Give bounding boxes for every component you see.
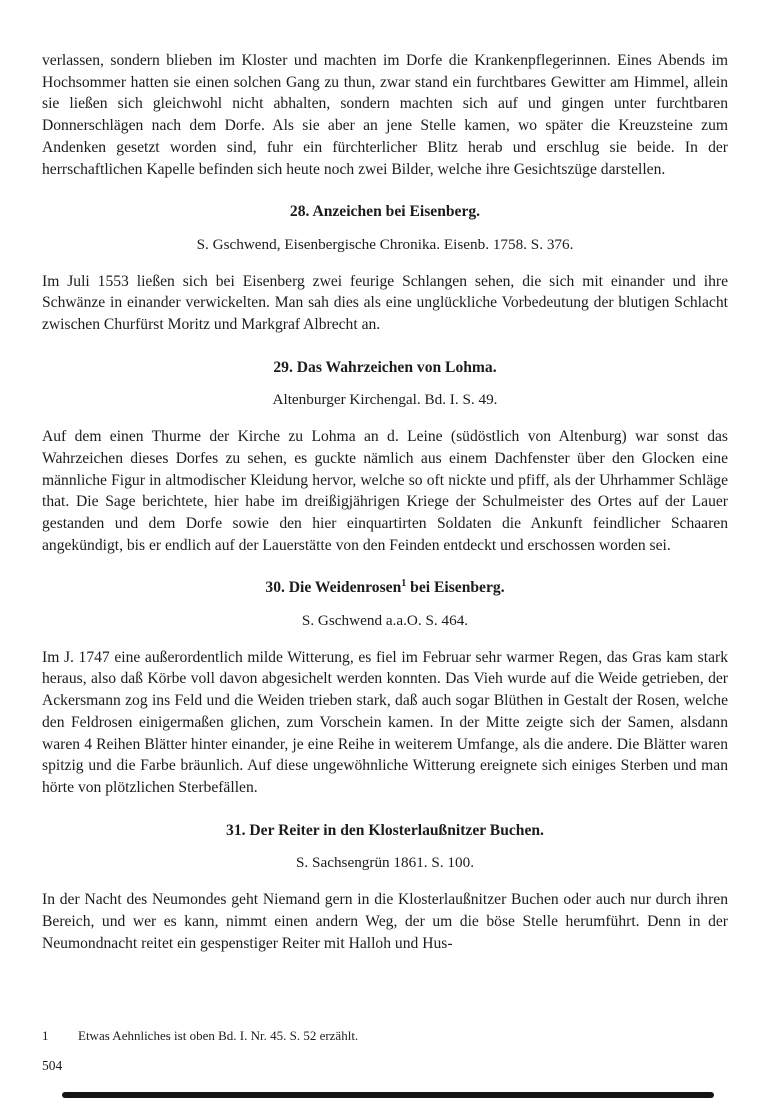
section-heading-text: 30. Die Weidenrosen bbox=[265, 579, 402, 597]
footnote-reference: 1 bbox=[401, 578, 407, 590]
section-source-28: S. Gschwend, Eisenbergische Chronika. Eisenb. 1758. S. 376. bbox=[196, 235, 574, 253]
section-heading-28 bbox=[42, 201, 728, 223]
section-body-31: In der Nacht des Neumondes geht Niemand gern in die Klosterlaußnitzer Buchen oder auch nur durch ihren Bereich, und wer es kann, nimmt einen andern Weg, der um die böse Stelle herumführt. Denn in der Neumondnacht reitet ein gespenstiger Reiter mit Halloh und Hus- bbox=[42, 891, 728, 952]
section-heading-text-post: bei Eisenberg. bbox=[406, 579, 505, 597]
section-source-29: Altenburger Kirchengal. Bd. I. S. 49. bbox=[272, 391, 498, 409]
page-number: 504 bbox=[42, 1058, 63, 1073]
section-source-31: S. Sachsengrün 1861. S. 100. bbox=[295, 854, 475, 872]
section-source-30: S. Gschwend a.a.O. S. 464. bbox=[301, 612, 469, 630]
footnote bbox=[42, 1027, 728, 1044]
section-body-30: Im J. 1747 eine außerordentlich milde Witterung, es fiel im Februar sehr warmer Regen, das Gras kam stark heraus, also daß Körbe voll davon abgesichelt werden konnten. Das Vieh wurde auf die Weide getrieben, der Ackersmann zog ins Feld und die Weiden trieben stark, daß auch sogar Blüthen in Gestalt der Rosen, welche den Feldrosen einigermaßen glichen, zum Vorschein kamen. In der Mitte zeigte sich der Samen, alsdann waren 4 Reihen Blätter hinter einander, je eine Reihe in weiterem Umfange, als die andere. Die Blätter waren spitzig und die Farbe bräunlich. Auf diese ungewöhnliche Witterung ereignete sich einiges Sterben und man hörte von plötzlichen Sterbefällen. bbox=[42, 648, 728, 796]
section-heading-29 bbox=[42, 357, 728, 379]
continued-paragraph: verlassen, sondern blieben im Kloster und machten im Dorfe die Krankenpflegerinnen. Eines Abends im Hochsommer hatten sie einen solchen Gang zu thun, zwar stand ein furchtbares Gewitter am Himmel, allein sie ließen sich gleichwohl nicht abhalten, sondern machten sich auf und gingen unter furchtbaren Donnerschlägen nach dem Dorfe. Als sie aber an jene Stelle kamen, wo später die Kreuzsteine zum Andenken gesetzt worden sind, fuhr ein fürchterlicher Blitz herab und erschlug sie beide. In der herrschaftlichen Kapelle befinden sich heute noch zwei Bilder, welche ihre Gesichtszüge darstellen. bbox=[42, 52, 728, 178]
section-heading-text: 28. Anzeichen bei Eisenberg. bbox=[289, 203, 481, 221]
section-heading-text: 29. Das Wahrzeichen von Lohma. bbox=[273, 358, 497, 376]
footnote-marker: 1 bbox=[42, 1028, 49, 1043]
section-heading-text: 31. Der Reiter in den Klosterlaußnitzer Buchen. bbox=[226, 821, 544, 839]
section-body-28: Im Juli 1553 ließen sich bei Eisenberg zwei feurige Schlangen sehen, die sich mit einander und ihre Schwänze in einander verwickelten. Man sah dies als eine unglückliche Vorbedeutung der blutigen Schlacht zwischen Churfürst Moritz und Markgraf Albrecht an. bbox=[42, 272, 728, 334]
page-edge-shadow bbox=[62, 1092, 714, 1098]
footnote-text: Etwas Aehnliches ist oben Bd. I. Nr. 45. S. 52 erzählt. bbox=[78, 1028, 359, 1043]
section-heading-30 bbox=[42, 577, 728, 599]
section-body-29: Auf dem einen Thurme der Kirche zu Lohma an d. Leine (südöstlich von Altenburg) war sonst das Wahrzeichen dieses Dorfes zu sehen, es guckte nämlich aus einem Dachfenster über den Glocken eine männliche Figur in altmodischer Kleidung hervor, welche so oft nickte und pfiff, als der Uhrhammer Schläge that. Die Sage berichtete, hier habe im dreißigjährigen Kriege der Schulmeister des Ortes auf der Lauer gestanden und dem Dorfe sowie den hier einquartirten Soldaten die Ankunft feindlicher Schaaren angekündigt, bis er endlich auf der Lauerstätte von den Feinden entdeckt und erschossen worden sei. bbox=[42, 428, 728, 554]
section-heading-31 bbox=[42, 820, 728, 842]
